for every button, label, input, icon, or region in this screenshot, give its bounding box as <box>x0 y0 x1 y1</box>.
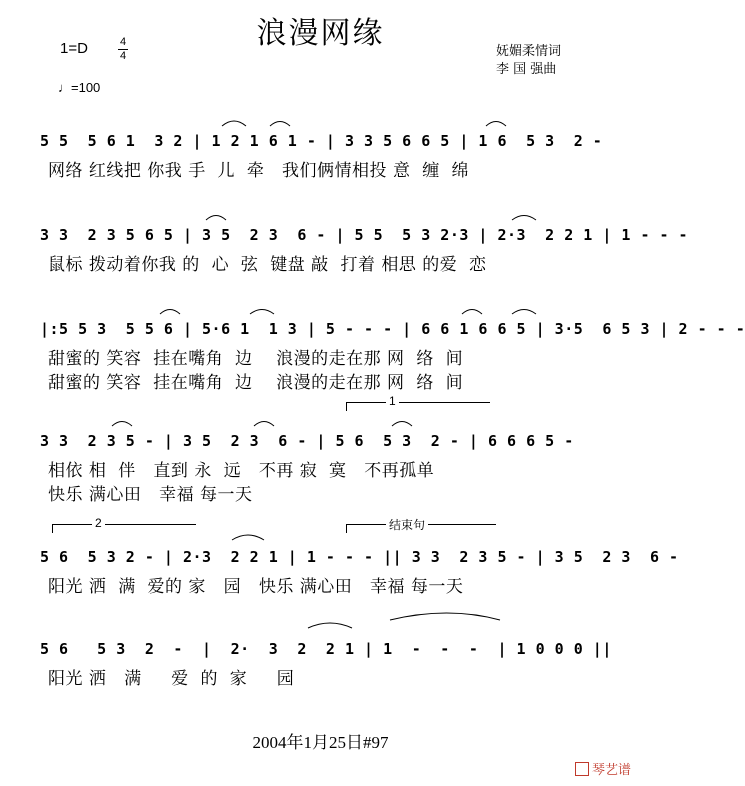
lyric-line: 阳光 洒 满 爱 的 家 园 <box>48 669 295 689</box>
slur-mark <box>250 310 274 315</box>
notation-line: 3 3 2 3 5 6 5 | 3 5 2 3 6 - | 5 5 5 3 2·3 | 2·3 2 2 1 | 1 - - - <box>40 226 689 244</box>
lyric-line: 网络 红线把 你我 手 儿 牵 我们俩情相投 意 缠 绵 <box>48 161 470 181</box>
lyric-line: 鼠标 拨动着你我 的 心 弦 键盘 敲 打着 相思 的爱 恋 <box>48 255 487 275</box>
notation-line: 5 5 5 6 1 3 2 | 1 2 1 6 1 - | 3 3 5 6 6 5 | 1 6 5 3 2 - <box>40 132 603 150</box>
logo-icon <box>575 762 589 776</box>
lyric-line: 甜蜜的 笑容 挂在嘴角 边 浪漫的走在那 网 络 间 <box>48 373 464 393</box>
slur-mark <box>462 310 482 315</box>
volta-label: 1 <box>386 394 399 408</box>
slur-mark <box>112 422 132 427</box>
slur-mark <box>390 613 500 620</box>
site-logo: 琴艺谱 <box>575 759 631 778</box>
ending-label: 结束句 <box>386 516 428 533</box>
slur-mark <box>206 216 226 221</box>
lyric-line: 阳光 洒 满 爱的 家 园 快乐 满心田 幸福 每一天 <box>48 577 464 597</box>
time-sig-bottom: 4 <box>119 50 127 62</box>
lyricist-credit: 妩媚柔情词 <box>496 44 562 59</box>
date-footer: 2004年1月25日#97 <box>252 733 389 752</box>
slur-mark <box>160 310 180 315</box>
lyric-line: 快乐 满心田 幸福 每一天 <box>48 485 253 505</box>
key-signature: 1=D <box>60 40 88 57</box>
lyric-line: 相依 相 伴 直到 永 远 不再 寂 寞 不再孤单 <box>48 461 435 481</box>
slur-mark <box>392 422 412 427</box>
composer-credit: 李 国 强曲 <box>496 62 557 77</box>
song-title: 浪漫网缘 <box>256 16 385 51</box>
notation-line: 3 3 2 3 5 - | 3 5 2 3 6 - | 5 6 5 3 2 - | 6 6 6 5 - <box>40 432 574 450</box>
slur-mark <box>254 422 274 427</box>
slur-mark <box>270 122 290 127</box>
slur-mark <box>486 122 506 127</box>
time-sig-top: 4 <box>119 36 127 48</box>
lyric-line: 甜蜜的 笑容 挂在嘴角 边 浪漫的走在那 网 络 间 <box>48 349 464 369</box>
notation-line: 5 6 5 3 2 - | 2· 3 2 2 1 | 1 - - - | 1 0 0 0 || <box>40 640 612 658</box>
slur-mark <box>232 535 264 540</box>
notation-line: |:5 5 3 5 5 6 | 5·6 1 1 3 | 5 - - - | 6 6 1 6 6 5 | 3·5 6 5 3 | 2 - - - <box>40 320 745 338</box>
slur-mark <box>512 216 536 221</box>
volta-label: 2 <box>92 516 105 530</box>
slur-mark <box>512 310 536 315</box>
tempo-marking: ♩=100 <box>58 80 101 95</box>
notation-line: 5 6 5 3 2 - | 2·3 2 2 1 | 1 - - - || 3 3 2 3 5 - | 3 5 2 3 6 - <box>40 548 679 566</box>
slur-mark <box>222 121 246 126</box>
slur-mark <box>308 623 352 628</box>
